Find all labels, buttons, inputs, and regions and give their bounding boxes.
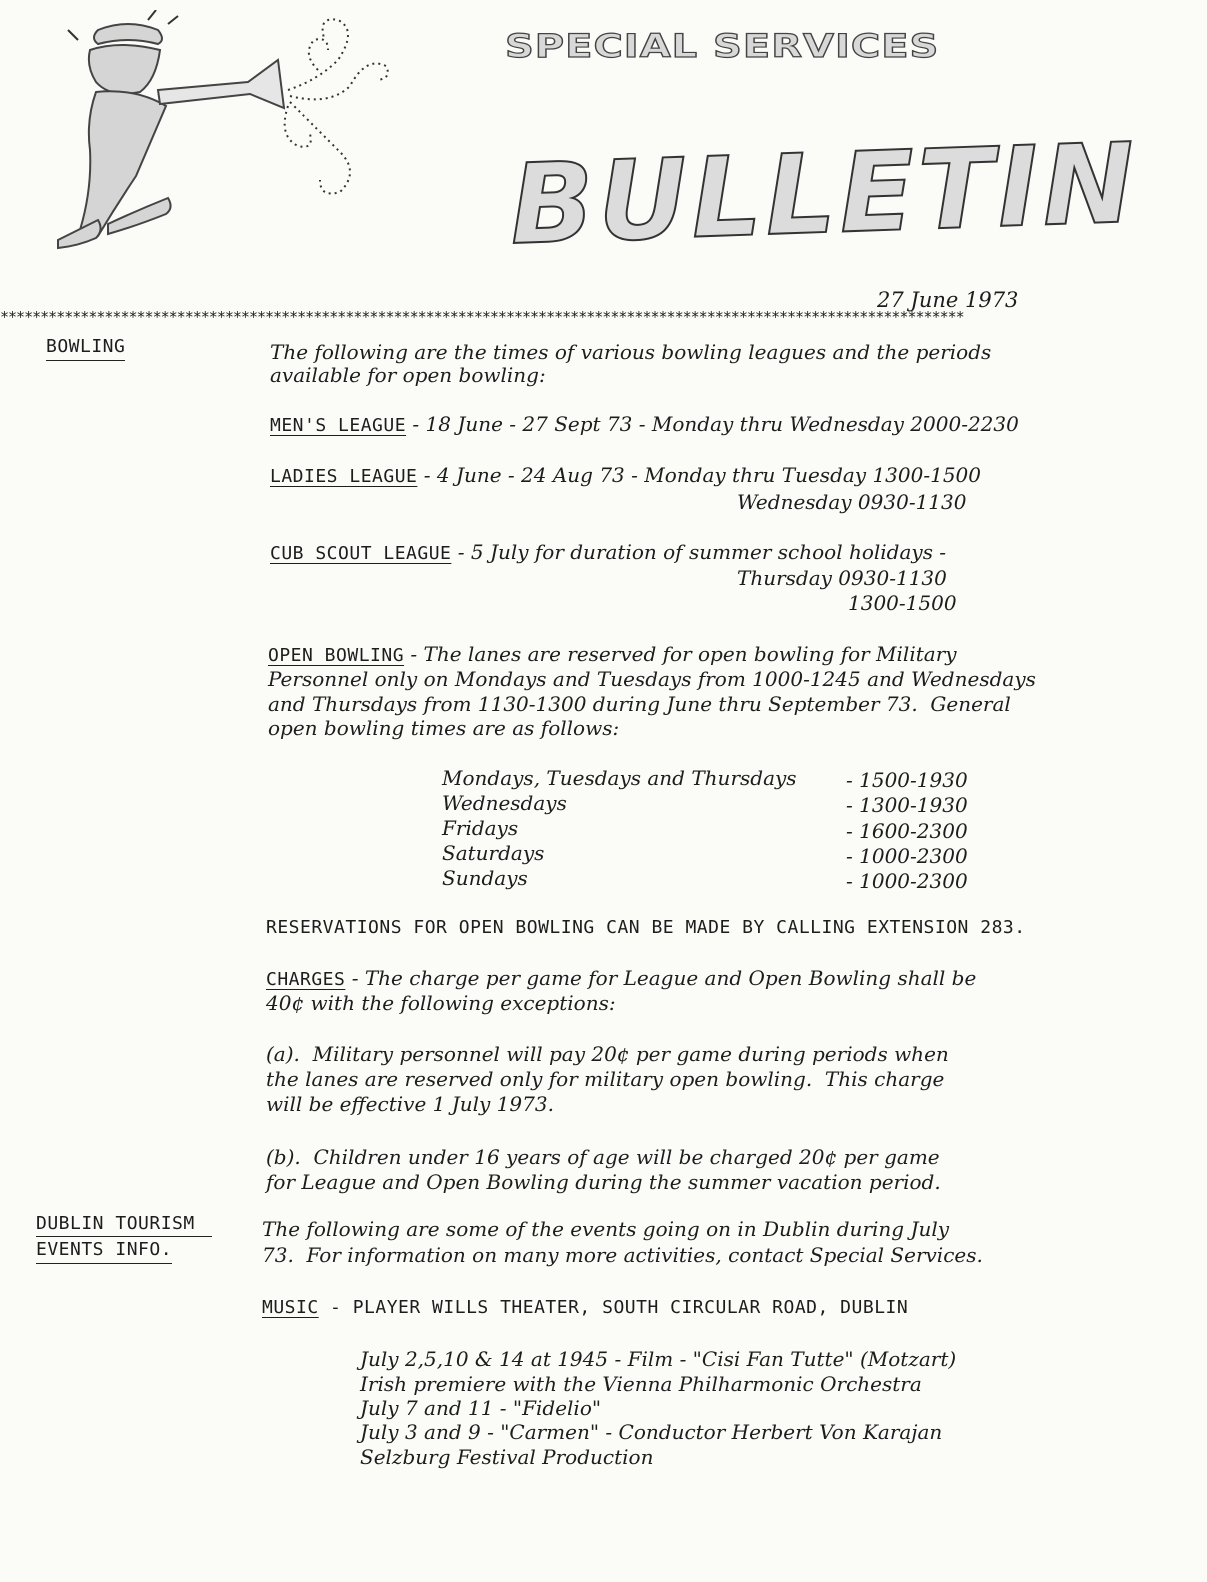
cub-scout-league — [270, 540, 946, 566]
charges-a-line3: will be effective 1 July 1973. — [266, 1092, 554, 1116]
schedule-days: Saturdays — [442, 841, 545, 865]
schedule-times: - 1300-1930 — [846, 793, 968, 817]
music-event: July 7 and 11 - "Fidelio" — [360, 1396, 602, 1420]
ladies-league — [270, 463, 981, 489]
cub-scout-league-text: - 5 July for duration of summer school holidays - — [451, 540, 947, 564]
music-event: Selzburg Festival Production — [360, 1445, 654, 1469]
charges-label: CHARGES — [266, 969, 346, 990]
open-bowling-line3: open bowling times are as follows: — [268, 716, 620, 740]
reservations-notice: RESERVATIONS FOR OPEN BOWLING CAN BE MADE BY CALLING EXTENSION 283. — [266, 917, 1026, 938]
bowling-heading: BOWLING — [46, 335, 125, 361]
schedule-days: Sundays — [442, 866, 528, 890]
music-event: Irish premiere with the Vienna Philharmonic Orchestra — [360, 1372, 922, 1396]
charges-text: - The charge per game for League and Open Bowling shall be — [345, 966, 977, 990]
schedule-times: - 1600-2300 — [846, 819, 968, 843]
ladies-league-label: LADIES LEAGUE — [270, 466, 418, 487]
ladies-league-text: - 4 June - 24 Aug 73 - Monday thru Tuesday 1300-1500 — [417, 463, 982, 487]
asterisk-divider: ************************************************************************************************************************ — [0, 308, 964, 326]
schedule-days: Mondays, Tuesdays and Thursdays — [442, 766, 797, 790]
bowling-intro-1: The following are the times of various bowling leagues and the periods — [270, 340, 992, 364]
schedule-times: - 1500-1930 — [846, 768, 968, 792]
ladies-league-line2: Wednesday 0930-1130 — [737, 490, 967, 514]
trumpeter-illustration — [38, 10, 398, 270]
open-bowling-line1: Personnel only on Mondays and Tuesdays from 1000-1245 and Wednesdays — [268, 667, 1036, 691]
mens-league — [270, 412, 1019, 438]
masthead-title: SPECIAL SERVICES — [505, 28, 940, 65]
dublin-heading-line2: EVENTS INFO. — [36, 1238, 172, 1264]
open-bowling-label: OPEN BOWLING — [268, 645, 405, 666]
mens-league-text: - 18 June - 27 Sept 73 - Monday thru Wednesday 2000-2230 — [406, 412, 1019, 436]
cub-scout-league-line3: 1300-1500 — [848, 591, 957, 615]
schedule-days: Fridays — [442, 816, 519, 840]
charges-b-line2: for League and Open Bowling during the summer vacation period. — [266, 1170, 941, 1194]
issue-date: 27 June 1973 — [877, 288, 1019, 312]
music-label: MUSIC — [262, 1297, 319, 1318]
charges-line2: 40¢ with the following exceptions: — [266, 991, 616, 1015]
charges-a-line1: (a). Military personnel will pay 20¢ per game during periods when — [266, 1042, 949, 1066]
music-venue: - PLAYER WILLS THEATER, SOUTH CIRCULAR ROAD, DUBLIN — [318, 1297, 909, 1318]
dublin-intro-2: 73. For information on many more activities, contact Special Services. — [262, 1243, 983, 1267]
music — [262, 1294, 908, 1320]
masthead-bulletin: BULLETIN — [507, 119, 1141, 269]
open-bowling — [268, 642, 957, 668]
cub-scout-league-label: CUB SCOUT LEAGUE — [270, 543, 452, 564]
schedule-days: Wednesdays — [442, 791, 567, 815]
cub-scout-league-line2: Thursday 0930-1130 — [737, 566, 947, 590]
open-bowling-line2: and Thursdays from 1130-1300 during June thru September 73. General — [268, 692, 1011, 716]
charges — [266, 966, 976, 992]
charges-a-line2: the lanes are reserved only for military open bowling. This charge — [266, 1067, 945, 1091]
mens-league-label: MEN'S LEAGUE — [270, 415, 407, 436]
music-event: July 2,5,10 & 14 at 1945 - Film - "Cisi Fan Tutte" (Motzart) — [360, 1347, 957, 1371]
schedule-times: - 1000-2300 — [846, 844, 968, 868]
schedule-times: - 1000-2300 — [846, 869, 968, 893]
dublin-heading-line1: DUBLIN TOURISM — [36, 1212, 212, 1237]
music-event: July 3 and 9 - "Carmen" - Conductor Herbert Von Karajan — [360, 1420, 943, 1444]
open-bowling-text: - The lanes are reserved for open bowling for Military — [404, 642, 957, 666]
bowling-intro-2: available for open bowling: — [270, 363, 546, 387]
charges-b-line1: (b). Children under 16 years of age will be charged 20¢ per game — [266, 1145, 940, 1169]
dublin-intro-1: The following are some of the events going on in Dublin during July — [262, 1217, 950, 1241]
